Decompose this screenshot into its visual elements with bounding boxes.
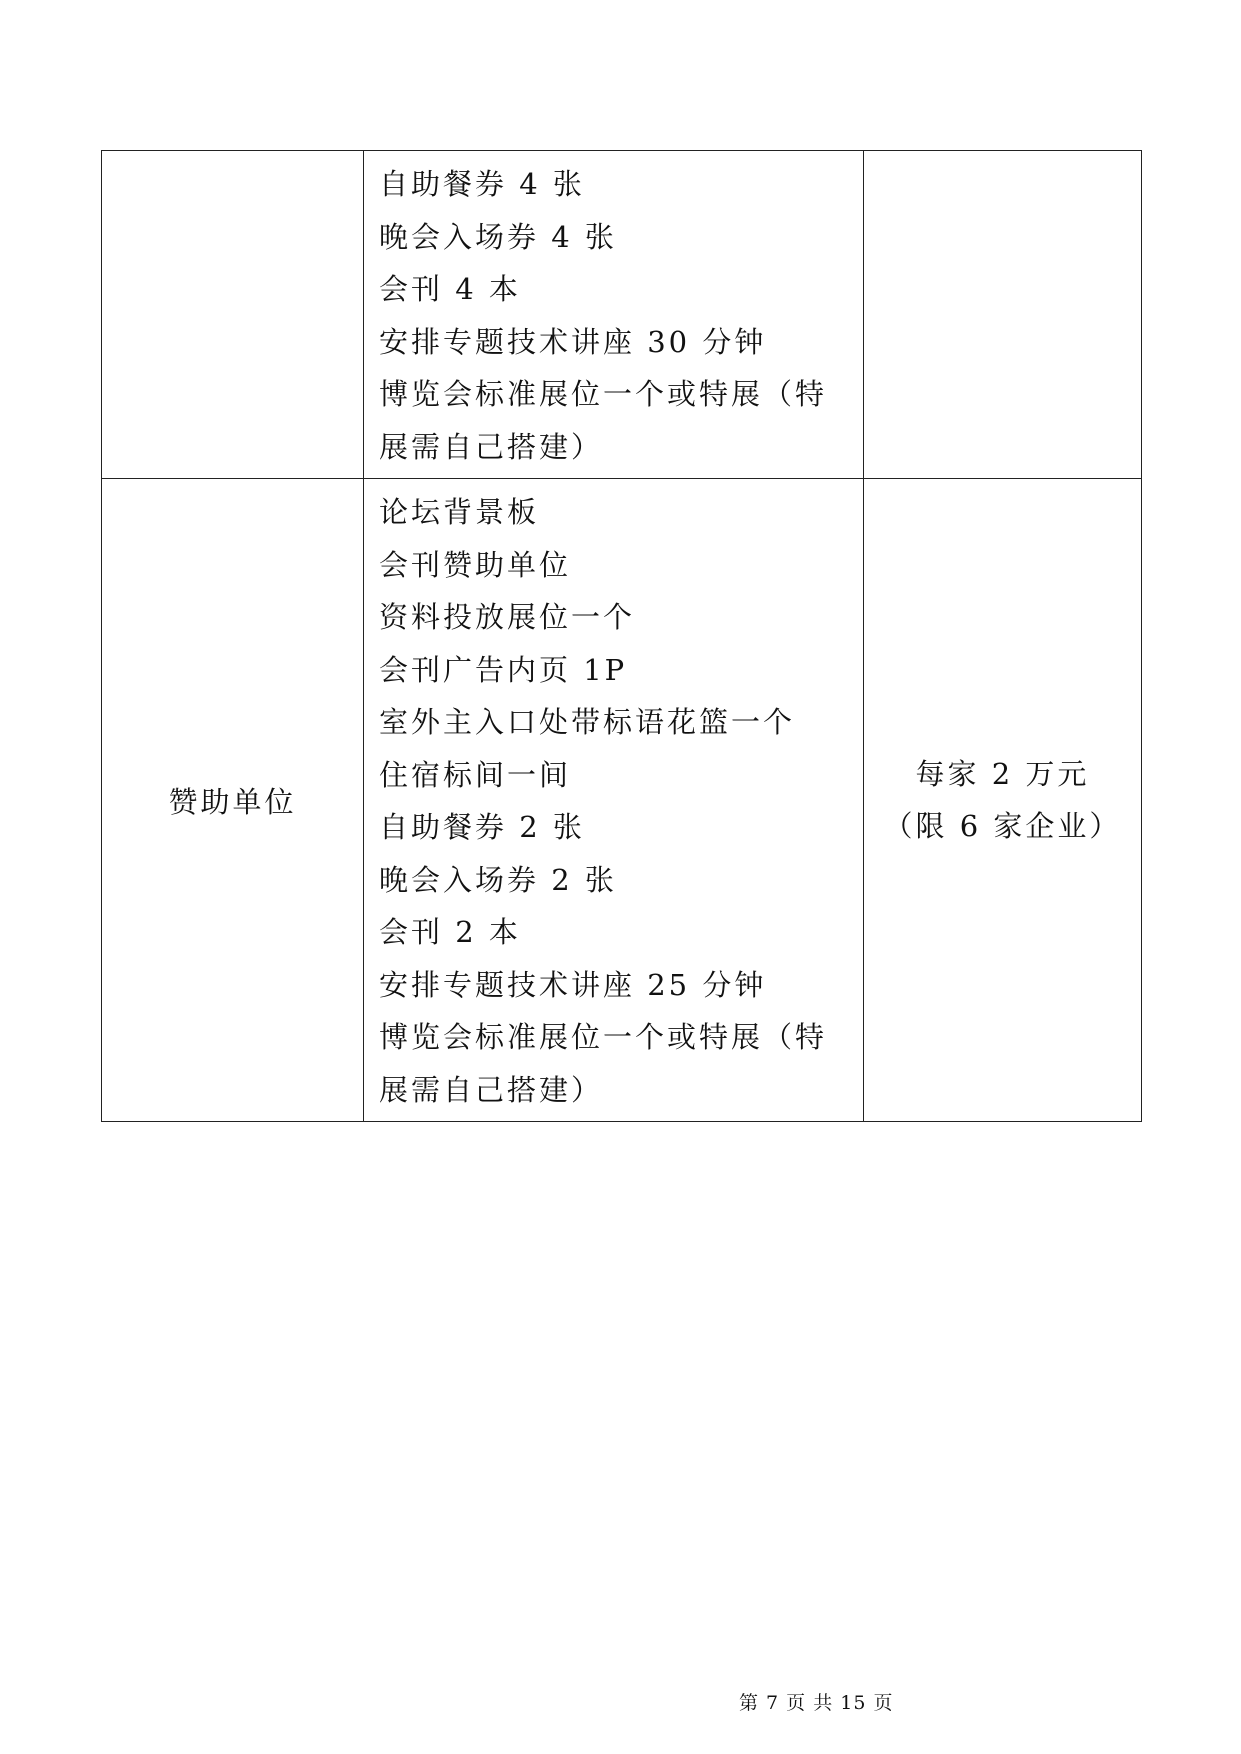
table-row	[102, 151, 1142, 479]
sponsorship-table	[101, 150, 1142, 1122]
benefit-item: 会刊 2 本	[379, 915, 521, 949]
benefit-item: 博览会标准展位一个或特展（特	[379, 377, 828, 411]
table-row	[102, 479, 1142, 1122]
benefit-item: 住宿标间一间	[379, 757, 572, 792]
benefit-item: 晚会入场券 4 张	[379, 219, 617, 254]
benefit-item: 安排专题技术讲座 25 分钟	[379, 967, 767, 1002]
price-cell	[864, 479, 1142, 1122]
benefit-item: 晚会入场券 2 张	[379, 862, 617, 897]
benefit-item: 室外主入口处带标语花篮一个	[379, 705, 796, 739]
benefit-item: 博览会标准展位一个或特展（特	[379, 1020, 828, 1054]
benefits-cell	[364, 479, 864, 1122]
category-cell: 赞助单位	[102, 479, 364, 1122]
benefit-item: 会刊赞助单位	[379, 547, 572, 582]
price-cell	[864, 151, 1142, 479]
benefit-item: 论坛背景板	[379, 495, 540, 529]
price-limit: （限 6 家企业）	[883, 809, 1122, 843]
benefit-item: 会刊广告内页 1P	[379, 652, 628, 687]
page-number: 第 7 页 共 15 页	[739, 1692, 894, 1714]
category-cell	[102, 151, 364, 479]
benefit-item: 展需自己搭建）	[379, 1072, 604, 1107]
benefit-item: 展需自己搭建）	[379, 429, 604, 464]
benefit-item: 安排专题技术讲座 30 分钟	[379, 324, 767, 359]
benefit-item: 资料投放展位一个	[379, 600, 636, 634]
price-amount: 每家 2 万元	[915, 757, 1090, 791]
benefit-item: 自助餐券 2 张	[379, 810, 585, 844]
benefit-item: 自助餐券 4 张	[379, 167, 585, 201]
benefits-cell	[364, 151, 864, 479]
benefit-item: 会刊 4 本	[379, 272, 521, 306]
